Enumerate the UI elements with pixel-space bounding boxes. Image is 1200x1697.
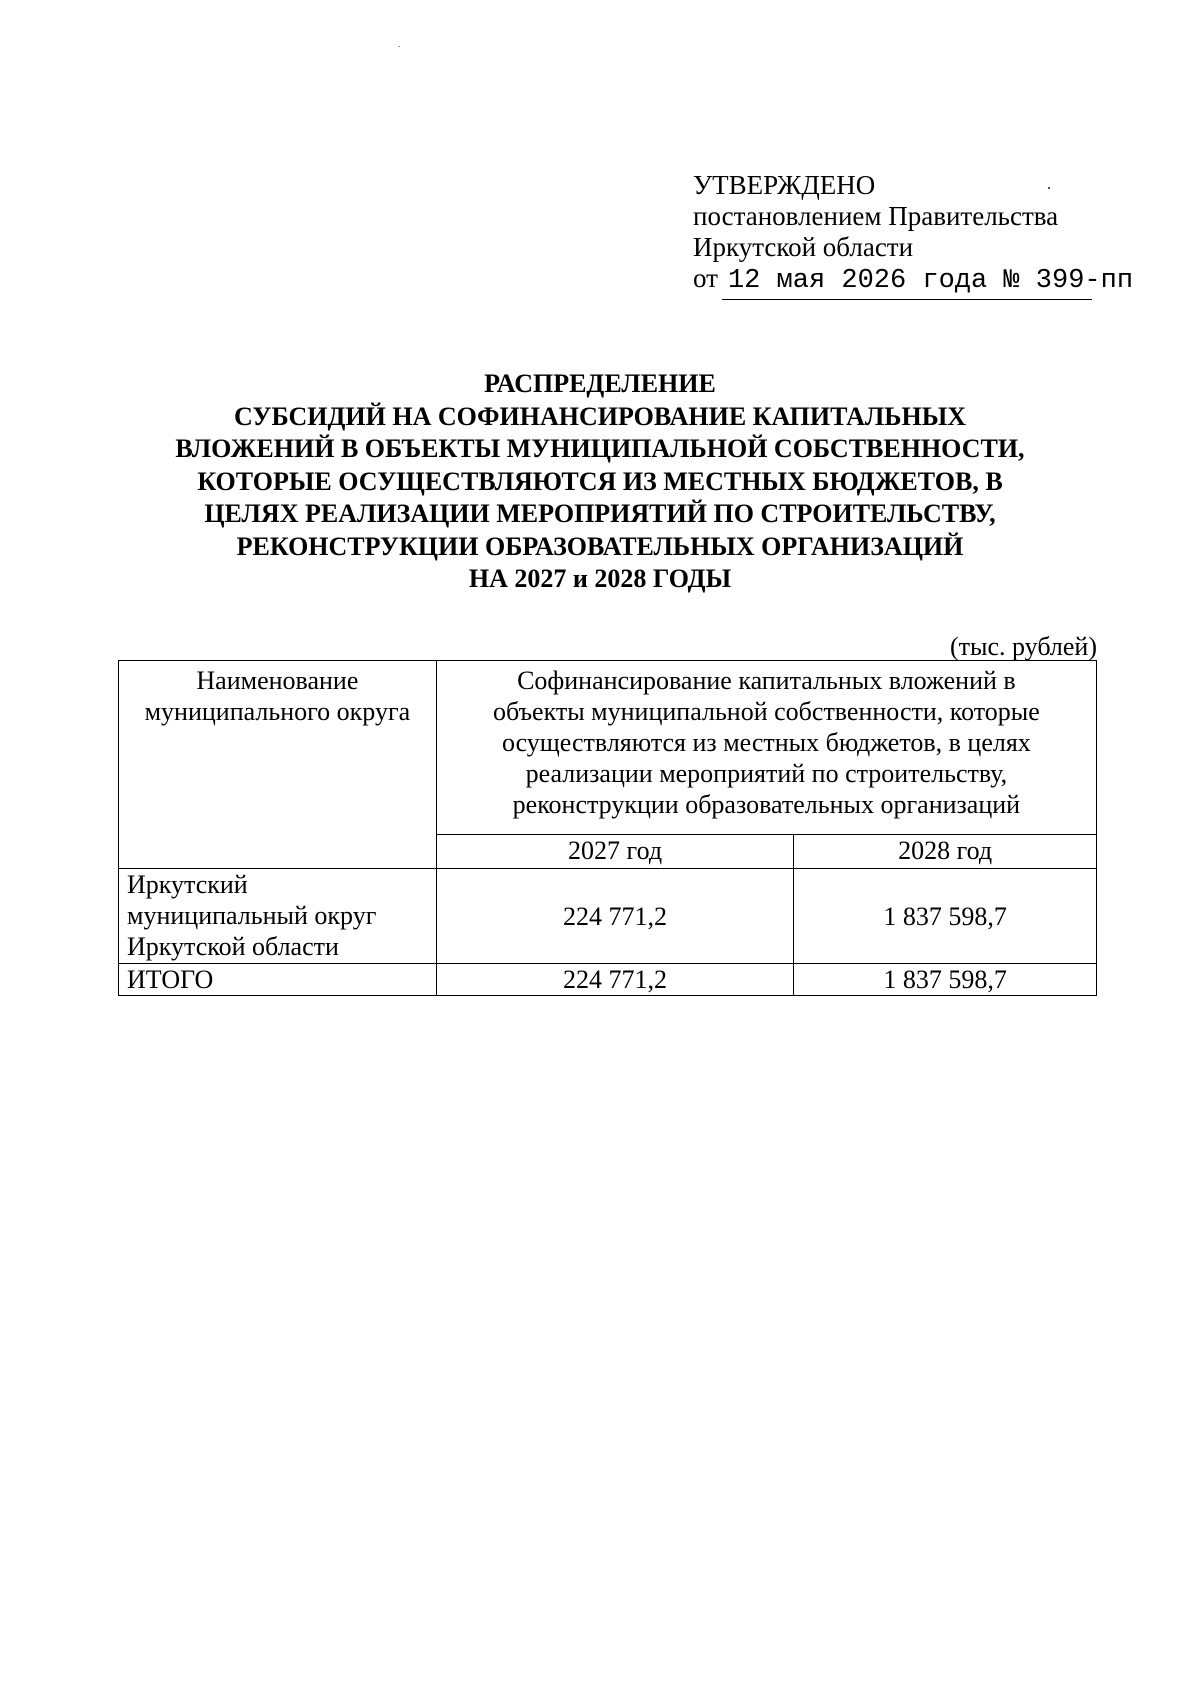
approved-by-line1: постановлением Правительства bbox=[693, 201, 1059, 231]
header-name-line: муниципального округа bbox=[144, 697, 411, 726]
document-title bbox=[110, 368, 1090, 596]
scan-mark bbox=[398, 46, 400, 47]
header-year-2027: 2027 год bbox=[436, 835, 794, 869]
title-line: СУБСИДИЙ НА СОФИНАНСИРОВАНИЕ КАПИТАЛЬНЫХ bbox=[233, 401, 967, 431]
title-line: ВЛОЖЕНИЙ В ОБЪЕКТЫ МУНИЦИПАЛЬНОЙ СОБСТВЕННОСТИ, bbox=[175, 434, 1025, 463]
title-line: ЦЕЛЯХ РЕАЛИЗАЦИИ МЕРОПРИЯТИЙ ПО СТРОИТЕЛЬСТВУ, bbox=[204, 499, 996, 528]
row-value-2027: 224 771,2 bbox=[436, 869, 794, 964]
row-name-line: Иркутской области bbox=[127, 932, 339, 961]
header-name-cell bbox=[119, 661, 437, 869]
approval-block bbox=[693, 170, 1134, 300]
decree-date-number: 12 мая 2026 года № 399-пп bbox=[722, 266, 1092, 300]
header-main-line: осуществляются из местных бюджетов, в целях bbox=[501, 728, 1031, 757]
table-total-row bbox=[119, 964, 1097, 996]
table-header-row bbox=[119, 661, 1097, 835]
approved-label: УТВЕРЖДЕНО bbox=[693, 170, 876, 200]
total-label: ИТОГО bbox=[119, 964, 437, 996]
row-name-line: Иркутский bbox=[127, 870, 248, 899]
distribution-table bbox=[118, 660, 1097, 996]
approved-by-line2: Иркутской области bbox=[693, 232, 914, 262]
header-name-line: Наименование bbox=[196, 666, 359, 695]
row-name-line: муниципальный округ bbox=[127, 901, 377, 930]
header-main-line: реализации мероприятий по строительству, bbox=[525, 759, 1008, 788]
header-year-2028: 2028 год bbox=[794, 835, 1097, 869]
total-value-2027: 224 771,2 bbox=[436, 964, 794, 996]
date-prefix: от bbox=[693, 263, 718, 293]
units-label: (тыс. рублей) bbox=[949, 632, 1097, 661]
header-main-line: Софинансирование капитальных вложений в bbox=[517, 666, 1016, 695]
title-line: РЕКОНСТРУКЦИИ ОБРАЗОВАТЕЛЬНЫХ ОРГАНИЗАЦИЙ bbox=[236, 531, 964, 561]
row-value-2028: 1 837 598,7 bbox=[794, 869, 1097, 964]
total-value-2028: 1 837 598,7 bbox=[794, 964, 1097, 996]
title-line: НА 2027 и 2028 ГОДЫ bbox=[468, 564, 732, 593]
header-main-line: реконструкции образовательных организаций bbox=[512, 790, 1021, 819]
table-row bbox=[119, 869, 1097, 964]
header-main-cell bbox=[436, 661, 1096, 835]
title-line: РАСПРЕДЕЛЕНИЕ bbox=[484, 369, 716, 398]
row-name-cell bbox=[119, 869, 437, 964]
approval-date-row bbox=[693, 263, 1134, 300]
title-line: КОТОРЫЕ ОСУЩЕСТВЛЯЮТСЯ ИЗ МЕСТНЫХ БЮДЖЕТОВ, В bbox=[197, 466, 1003, 496]
header-main-line: объекты муниципальной собственности, которые bbox=[493, 697, 1040, 726]
